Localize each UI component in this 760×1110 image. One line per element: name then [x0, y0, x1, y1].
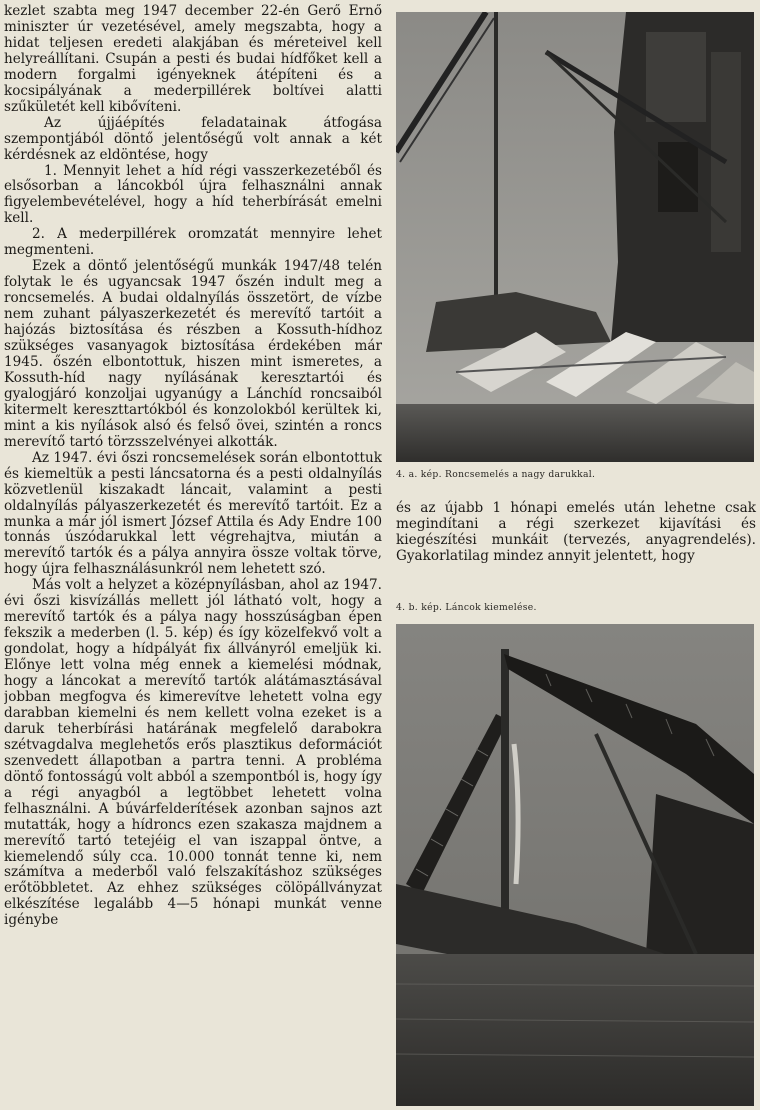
photo-caption-4b: 4. b. kép. Láncok kiemelése.	[396, 602, 537, 613]
left-text-column	[4, 4, 382, 1106]
photo-wreck-lifting	[396, 12, 754, 462]
photo-caption-4a: 4. a. kép. Roncsemelés a nagy darukkal.	[396, 469, 596, 480]
photo-chain-lifting	[396, 624, 754, 1106]
right-paragraph: és az újabb 1 hónapi emelés után lehetne csak megindítani a régi szerkezet kijavítási és kiegészítési munkáit (tervezés, anyagrendelés). Gyakorlatilag mindez annyit jelentett, hogy	[396, 500, 756, 564]
paragraph-1: kezlet szabta meg 1947 december 22-én Gerő Ernő miniszter úr vezetésével, amely megszabta, hogy a hidat teljesen eredeti alakjában és méreteivel kell helyreállítani. Csupán a pesti és budai hídfőket kell a modern forgalmi igényeknek átépíteni és a kocsipályának a mederpillérek boltívei alatti szűkületét kell kibővíteni.	[4, 4, 382, 115]
right-text-block	[396, 501, 756, 565]
paragraph-5: Ezek a döntő jelentőségű munkák 1947/48 telén folytak le és ugyancsak 1947 őszén indult meg a roncsemelés. A budai oldalnyílás összetört, de vízbe nem zuhant pályaszerkezetét és merevítő tartóit a hajózás biztosítása és részben a Kossuth-hídhoz szükséges vasanyagok biztosítása érdekében már 1945. őszén elbontottuk, hiszen mint ismeretes, a Kossuth-híd nagy nyílásának keresztartói és gyalogjáró konzoljai ugyanúgy a Lánchíd roncsaiból kitermelt kereszttartókból és konzolokból kerültek ki, mint a kis nyílások alsó és felső övei, szintén a roncs merevítő tartó törzsszelvényei alkották.	[4, 258, 382, 450]
photo-chain-lifting-illustration	[396, 624, 754, 1106]
paragraph-6: Az 1947. évi őszi roncsemelések során elbontottuk és kiemeltük a pesti láncsatorna és a pesti oldalnyílás közvetlenül kiszakadt láncait, valamint a pesti oldalnyílás pályaszerkezetét és merevítő tartóit. Ez a munka a már jól ismert József Attila és Ady Endre 100 tonnás úszódarukkal lett végrehajtva, miután a merevítő tartók és a pálya annyira össze voltak törve, hogy újra felhasználásunkról nem lehetett szó.	[4, 449, 382, 578]
paragraph-3-item-1: 1. Mennyit lehet a híd régi vasszerkezetéből és elsősorban a láncokból újra felhasználni annak figyelembevételével, hogy a híd teherbírását emelni kell.	[4, 162, 382, 227]
right-column	[392, 4, 758, 1106]
paragraph-4-item-2: 2. A mederpillérek oromzatát mennyire lehet megmenteni.	[4, 226, 382, 259]
paragraph-7: Más volt a helyzet a középnyílásban, ahol az 1947. évi őszi kisvízállás mellett jól látható volt, hogy a merevítő tartók és a pálya nagy hosszúságban épen fekszik a mederben (l. 5. kép) és így közelfekvő volt a gondolat, hogy a hídpályát fix állványról emeljük ki. Előnye lett volna még ennek a kiemelési módnak, hogy a láncokat a merevítő tartók alátámasztásával jobban megfogva és kimerevítve lehetett volna egy darabban kiemelni és nem kellett volna ezeket is a daruk teherbírási határának megfelelő darabokra szétvagdalva meglehetős erős plasztikus deformációt szenvedett állapotban a partra tenni. A probléma döntő fontosságú volt abból a szempontból is, hogy így a régi anyagból a legtöbbet lehetett volna felhasználni. A búvárfelderítések azonban sajnos azt mutatták, hogy a hídroncs ezen szakasza majdnem a merevítő tartó tetejéig el van iszappal öntve, a kiemelendő súly cca. 10.000 tonnát tenne ki, nem számítva a mederből való felszakításhoz szükséges erőtöbbletet. Az ehhez szükséges cölöpállványzat elkészítése legalább 4—5 hónapi munkát venne igénybe	[4, 577, 382, 929]
photo-wreck-lifting-illustration	[396, 12, 754, 462]
paragraph-2: Az újjáépítés feladatainak átfogása szempontjából döntő jelentőségű volt annak a két kérdésnek az eldöntése, hogy	[4, 114, 382, 163]
